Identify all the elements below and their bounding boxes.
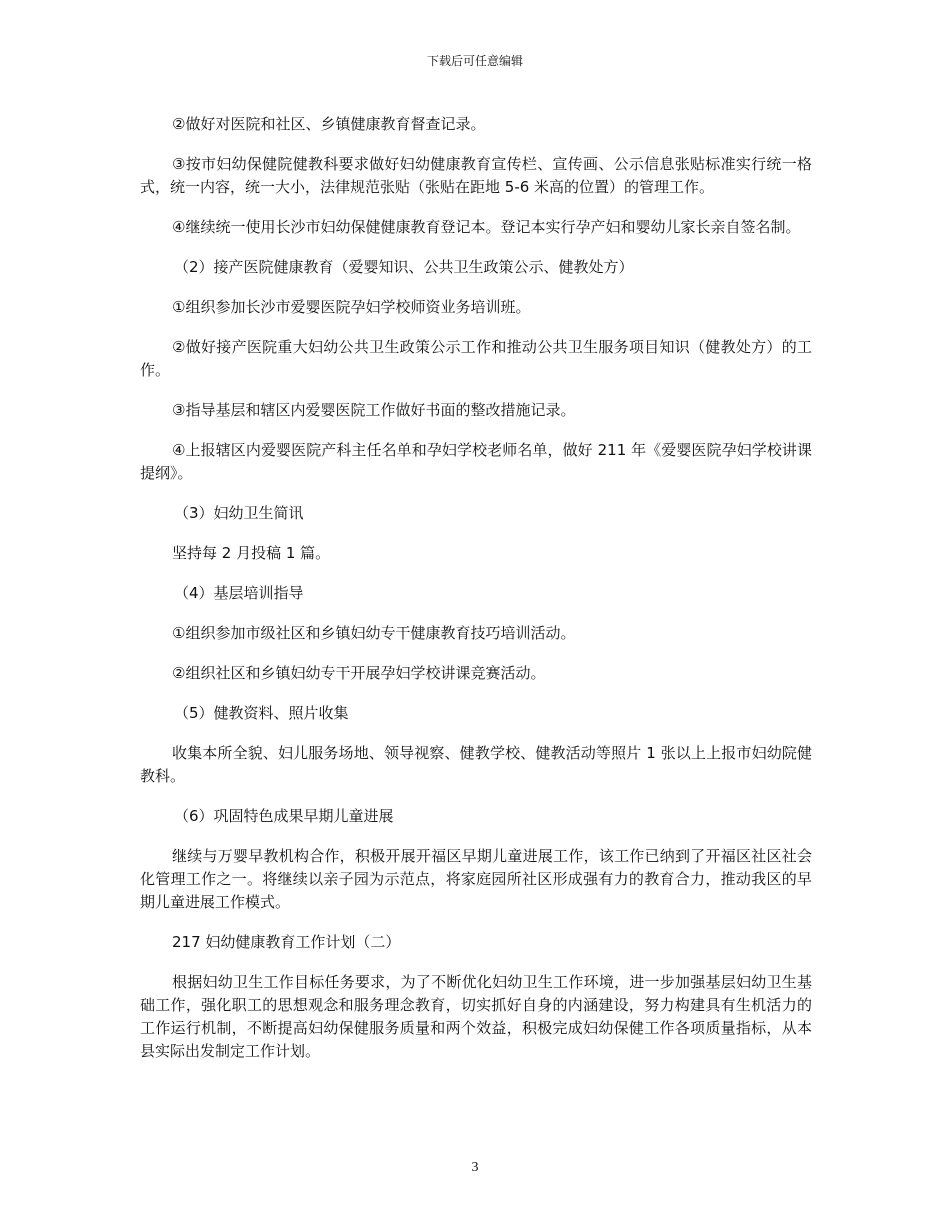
paragraph: ②组织社区和乡镇妇幼专干开展孕妇学校讲课竞赛活动。 <box>172 664 546 682</box>
section-heading: （3）妇幼卫生简讯 <box>174 504 304 522</box>
section-heading: （2）接产医院健康教育（爱婴知识、公共卫生政策公示、健教处方） <box>174 258 634 276</box>
paragraph: ③按市妇幼保健院健教科要求做好妇幼健康教育宣传栏、宣传画、公示信息张贴标准实行统一格式，统一内容，统一大小，法律规范张贴（张贴在距地 5-6 米高的位置）的管理工作。 <box>140 155 812 196</box>
section-heading: （5）健教资料、照片收集 <box>174 704 349 722</box>
page-header: 下载后可任意编辑 <box>426 54 523 68</box>
section-heading: （4）基层培训指导 <box>174 584 304 602</box>
section-title: 217 妇幼健康教育工作计划（二） <box>172 933 401 951</box>
paragraph: ②做好接产医院重大妇幼公共卫生政策公示工作和推动公共卫生服务项目知识（健教处方）的工作。 <box>140 338 812 379</box>
paragraph: ①组织参加市级社区和乡镇妇幼专干健康教育技巧培训活动。 <box>172 624 576 642</box>
paragraph: ④上报辖区内爱婴医院产科主任名单和孕妇学校老师名单，做好 211 年《爱婴医院孕妇学校讲课提纲》。 <box>140 441 812 482</box>
document-body <box>140 113 812 1080</box>
paragraph: 收集本所全貌、妇儿服务场地、领导视察、健教学校、健教活动等照片 1 张以上上报市妇幼院健教科。 <box>140 744 812 785</box>
paragraph: ③指导基层和辖区内爱婴医院工作做好书面的整改措施记录。 <box>172 401 576 419</box>
paragraph: ④继续统一使用长沙市妇幼保健健康教育登记本。登记本实行孕产妇和婴幼儿家长亲自签名制。 <box>172 218 801 236</box>
paragraph: ②做好对医院和社区、乡镇健康教育督查记录。 <box>172 115 486 133</box>
page-number: 3 <box>471 1160 479 1175</box>
paragraph: 继续与万婴早教机构合作，积极开展开福区早期儿童进展工作，该工作已纳到了开福区社区社会化管理工作之一。将继续以亲子园为示范点，将家庭园所社区形成强有力的教育合力，推动我区的早期儿童进展工作模式。 <box>140 847 812 911</box>
paragraph: 坚持每 2 月投稿 1 篇。 <box>172 544 331 562</box>
paragraph: ①组织参加长沙市爱婴医院孕妇学校师资业务培训班。 <box>172 298 531 316</box>
section-heading: （6）巩固特色成果早期儿童进展 <box>174 807 394 825</box>
paragraph: 根据妇幼卫生工作目标任务要求，为了不断优化妇幼卫生工作环境，进一步加强基层妇幼卫生基础工作，强化职工的思想观念和服务理念教育，切实抓好自身的内涵建设，努力构建具有生机活力的工作运行机制，不断提高妇幼保健服务质量和两个效益，积极完成妇幼保健工作各项质量指标，从本县实际出发制定工作计划。 <box>140 973 812 1060</box>
